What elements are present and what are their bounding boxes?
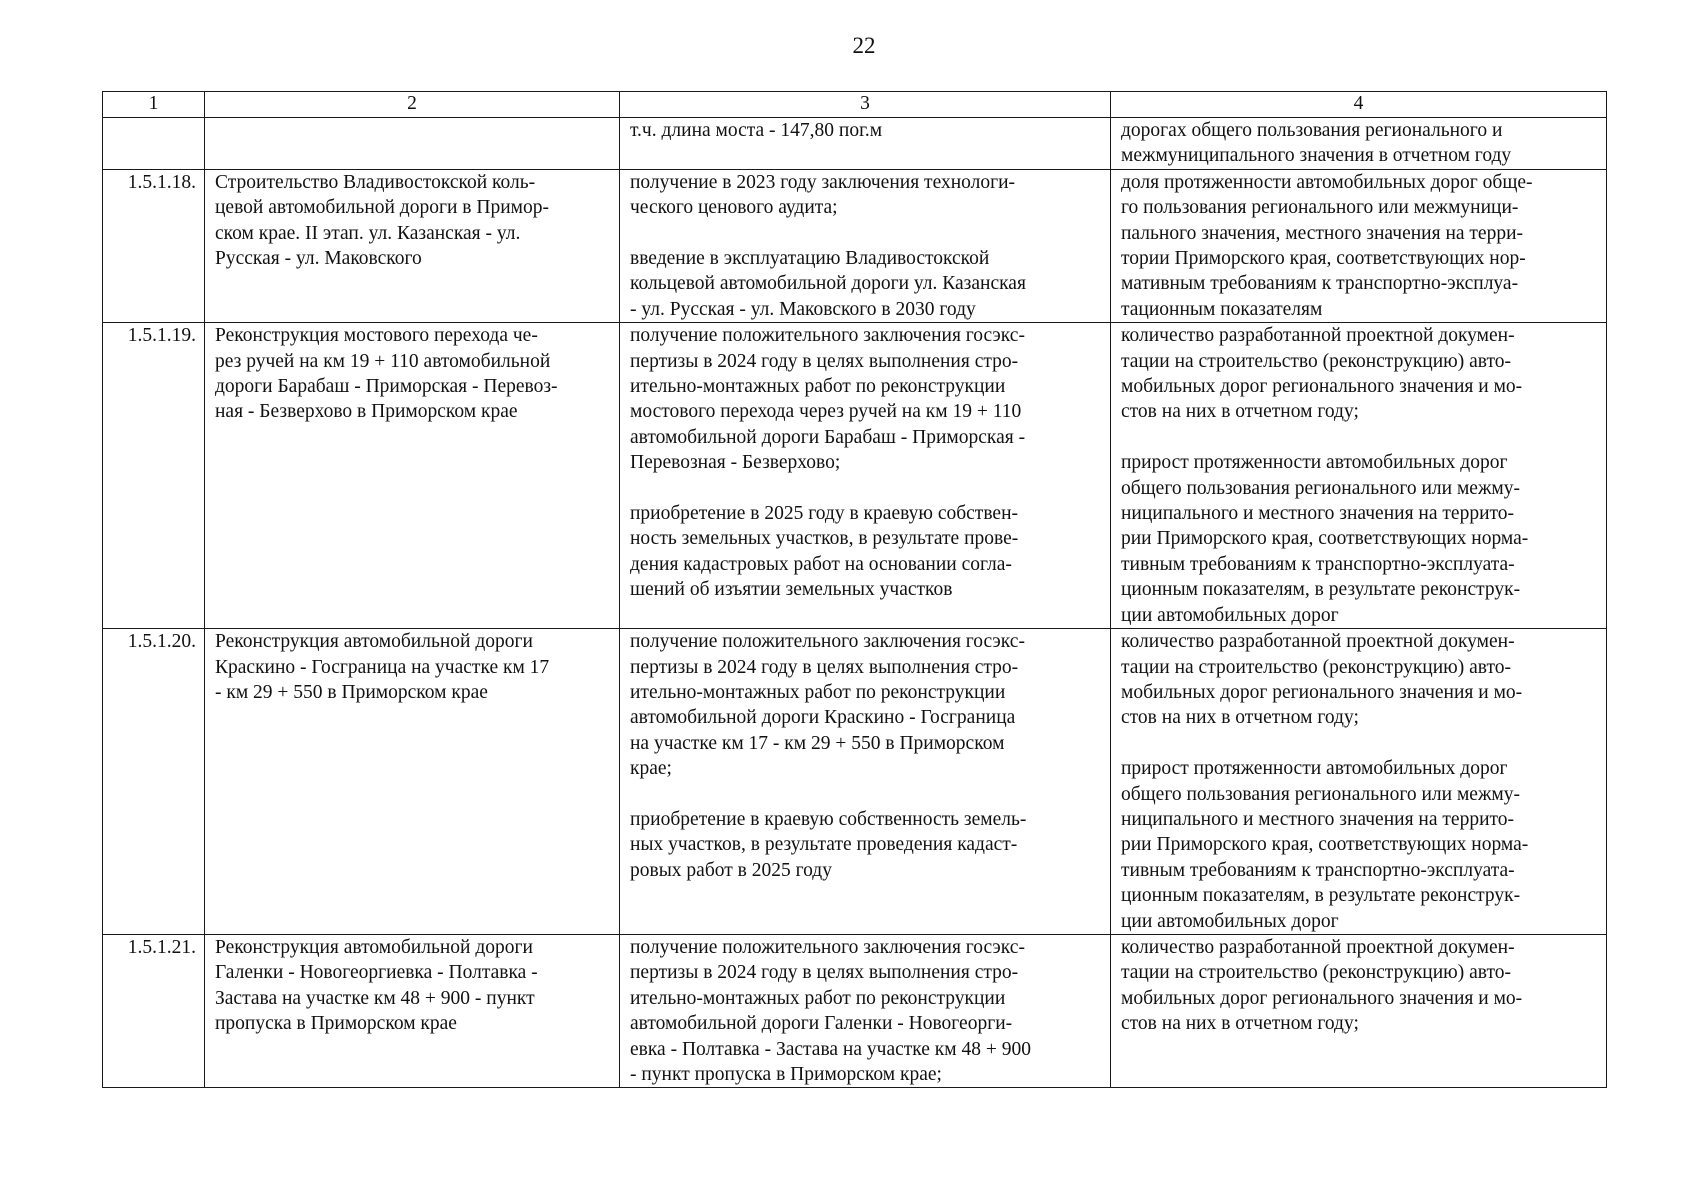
indicators-cell [1111, 323, 1607, 629]
indicator-paragraph: количество разработанной проектной докумен- тации на строительство (реконструкцию) авто- мобильных дорог регионального значения и мо- стов на них в отчетном году; [1121, 936, 1523, 1035]
indicators-cell [1111, 934, 1607, 1087]
table-header [103, 92, 1607, 118]
indicators-cell [1111, 629, 1607, 935]
expected-result-paragraph: т.ч. длина моста - 147,80 пог.м [630, 120, 883, 141]
indicators-cell [1111, 169, 1607, 322]
column-header-4: 4 [1111, 92, 1607, 118]
row-number: 1.5.1.21. [103, 934, 205, 1087]
paragraph-gap [1121, 731, 1596, 756]
expected-result-paragraph: получение положительного заключения госэкс- пертизы в 2024 году в целях выполнения стро- ительно-монтажных работ по реконструкции мостового перехода через ручей на км 19 + 110 автомобильной дороги Барабаш - Приморская - Перевозная - Безверхово; [630, 325, 1026, 474]
column-header-3: 3 [620, 92, 1111, 118]
expected-result-paragraph: получение положительного заключения госэкс- пертизы в 2024 году в целях выполнения стро- ительно-монтажных работ по реконструкции автомобильной дороги Галенки - Новогеорги- евка - Полтавка - Застава на участке км 48 + 900 - пункт пропуска в Приморском крае; [630, 936, 1031, 1085]
row-number: 1.5.1.18. [103, 169, 205, 322]
paragraph-gap [630, 221, 1100, 246]
table-row [103, 934, 1607, 1087]
indicator-paragraph: доля протяженности автомобильных дорог обще- го пользования регионального или межмуници- пального значения, местного значения на терри- тории Приморского края, соответствующих нор- мативным требованиям к транспортно-эксплуа- тационным показателям [1121, 171, 1533, 320]
expected-result-paragraph: введение в эксплуатацию Владивостокской кольцевой автомобильной дороги ул. Казанская - ул. Русская - ул. Маковского в 2030 году [630, 248, 1026, 320]
paragraph-gap [1121, 425, 1596, 450]
table-row [103, 118, 1607, 170]
paragraph-gap [630, 476, 1100, 501]
indicator-paragraph: прирост протяженности автомобильных дорог общего пользования регионального или межму- ниципального и местного значения на террито- рии Приморского края, соответствующих норма- тивным требованиям к транспортно-эксплуата- ционным показателям, в результате реконструк- ции автомобильных дорог [1121, 452, 1529, 626]
measure-name: Реконструкция мостового перехода че- рез ручей на км 19 + 110 автомобильной дороги Барабаш - Приморская - Перевоз- ная - Безверхово в Приморском крае [205, 323, 620, 629]
row-number: 1.5.1.20. [103, 629, 205, 935]
measure-name: Реконструкция автомобильной дороги Краскино - Госграница на участке км 17 - км 29 + 550 в Приморском крае [205, 629, 620, 935]
row-number [103, 118, 205, 170]
indicator-paragraph: количество разработанной проектной докумен- тации на строительство (реконструкцию) авто- мобильных дорог регионального значения и мо- стов на них в отчетном году; [1121, 631, 1523, 729]
row-number: 1.5.1.19. [103, 323, 205, 629]
expected-results-cell [620, 629, 1111, 935]
expected-results-cell [620, 118, 1111, 170]
expected-result-paragraph: приобретение в 2025 году в краевую собствен- ность земельных участков, в результате прове- дения кадастровых работ на основании согла- шений об изъятии земельных участков [630, 503, 1019, 601]
paragraph-gap [630, 782, 1100, 807]
indicator-paragraph: прирост протяженности автомобильных дорог общего пользования регионального или межму- ниципального и местного значения на террито- рии Приморского края, соответствующих норма- тивным требованиям к транспортно-эксплуата- ционным показателям, в результате реконструк- ции автомобильных дорог [1121, 758, 1529, 932]
measure-name [205, 118, 620, 170]
indicators-cell [1111, 118, 1607, 170]
measure-name: Реконструкция автомобильной дороги Галенки - Новогеоргиевка - Полтавка - Застава на участке км 48 + 900 - пункт пропуска в Приморском крае [205, 934, 620, 1087]
expected-results-cell [620, 169, 1111, 322]
measure-name: Строительство Владивостокской коль- цевой автомобильной дороги в Примор- ском крае. II этап. ул. Казанская - ул. Русская - ул. Маковского [205, 169, 620, 322]
expected-results-cell [620, 323, 1111, 629]
table-row [103, 629, 1607, 935]
page-number: 22 [852, 33, 876, 58]
indicator-paragraph: количество разработанной проектной докумен- тации на строительство (реконструкцию) авто- мобильных дорог регионального значения и мо- стов на них в отчетном году; [1121, 325, 1523, 423]
expected-result-paragraph: получение положительного заключения госэкс- пертизы в 2024 году в целях выполнения стро- ительно-монтажных работ по реконструкции автомобильной дороги Краскино - Госграница на участке км 17 - км 29 + 550 в Приморском крае; [630, 631, 1025, 780]
header-row [103, 92, 1607, 118]
expected-results-cell [620, 934, 1111, 1087]
measures-table [102, 91, 1607, 1088]
column-header-2: 2 [205, 92, 620, 118]
table-row [103, 169, 1607, 322]
indicator-paragraph: дорогах общего пользования регионального и межмуниципального значения в отчетном году [1121, 120, 1512, 167]
table-body [103, 118, 1607, 1088]
table-row [103, 323, 1607, 629]
column-header-1: 1 [103, 92, 205, 118]
expected-result-paragraph: получение в 2023 году заключения технологи- ческого ценового аудита; [630, 171, 1016, 219]
expected-result-paragraph: приобретение в краевую собственность земель- ных участков, в результате проведения кадаст- ровых работ в 2025 году [630, 808, 1027, 881]
